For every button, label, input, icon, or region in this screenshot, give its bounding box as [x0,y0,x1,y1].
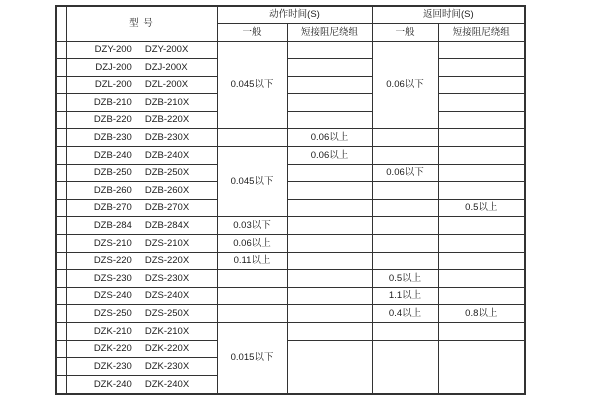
model-standard: DZB-270 [93,202,132,214]
model-cell [66,305,217,323]
return-general-cell [372,252,438,270]
cropped-left-margin-cell [56,164,66,182]
return-damping-cell [438,147,525,165]
return-damping-cell: 0.5以上 [438,199,525,217]
cropped-left-margin-cell [56,129,66,147]
action-general-cell [217,129,287,147]
model-standard: DZS-240 [93,290,132,302]
action-damping-cell [287,94,372,112]
model-cell [66,323,217,341]
model-cell [66,340,217,358]
action-general-cell: 0.045以下 [217,147,287,217]
model-cell [66,129,217,147]
model-standard: DZS-210 [93,237,132,249]
table-row [56,199,525,217]
model-standard: DZB-260 [93,184,132,196]
return-general-cell [372,323,438,341]
return-damping-cell [438,252,525,270]
model-standard: DZJ-200 [95,61,132,73]
model-x-variant: DZB-220X [144,114,190,126]
cropped-left-margin-cell [56,270,66,288]
cropped-left-margin-cell [56,111,66,129]
model-x-variant: DZJ-200X [144,61,188,73]
model-x-variant: DZB-284X [144,219,190,231]
spec-table-wrapper [55,5,526,395]
return-damping-cell [438,164,525,182]
action-damping-cell [287,76,372,94]
return-general-cell: 0.06以下 [372,41,438,129]
model-standard: DZB-284 [93,219,132,231]
cropped-left-margin-cell [56,375,66,394]
action-general-cell: 0.06以上 [217,235,287,253]
cropped-left-margin-cell [56,182,66,200]
cropped-left-margin-cell [56,147,66,165]
model-x-variant: DZS-230X [144,272,190,284]
action-damping-cell [287,164,372,182]
table-row [56,129,525,147]
cropped-left-margin-cell [56,340,66,358]
action-damping-cell [287,235,372,253]
header-return-general: 一般 [372,24,438,42]
return-damping-cell [438,235,525,253]
model-standard: DZS-220 [93,255,132,267]
model-x-variant: DZK-240X [144,378,190,390]
return-damping-cell: 0.8以上 [438,305,525,323]
return-general-cell [372,147,438,165]
table-row [56,252,525,270]
table-row [56,94,525,112]
model-cell [66,358,217,376]
header-return-damping: 短接阻尼绕组 [438,24,525,42]
return-damping-cell [438,270,525,288]
model-standard: DZB-240 [93,149,132,161]
action-damping-cell [287,270,372,288]
cropped-left-margin-cell [56,217,66,235]
table-row [56,41,525,59]
header-return-time: 返回时间(S) [372,6,525,24]
return-general-cell [372,340,438,394]
table-row [56,76,525,94]
model-standard: DZB-220 [93,114,132,126]
model-cell [66,375,217,394]
model-standard: DZB-210 [93,96,132,108]
model-x-variant: DZS-210X [144,237,190,249]
model-x-variant: DZB-230X [144,132,190,144]
action-general-cell [217,287,287,305]
table-row [56,270,525,288]
return-damping-cell [438,41,525,59]
cropped-left-margin-cell [56,305,66,323]
model-cell [66,217,217,235]
return-damping-cell [438,111,525,129]
header-row-1 [56,6,525,24]
model-standard: DZS-250 [93,307,132,319]
cropped-left-margin-cell [56,358,66,376]
model-x-variant: DZB-210X [144,96,190,108]
table-row [56,323,525,341]
header-action-general: 一般 [217,24,287,42]
cropped-left-margin-cell [56,252,66,270]
table-header [56,6,525,41]
model-cell [66,199,217,217]
model-cell [66,59,217,77]
header-action-damping: 短接阻尼绕组 [287,24,372,42]
model-x-variant: DZY-200X [144,44,189,56]
return-general-cell: 0.5以上 [372,270,438,288]
action-general-cell: 0.015以下 [217,323,287,395]
model-cell [66,182,217,200]
model-standard: DZS-230 [93,272,132,284]
model-cell [66,287,217,305]
action-damping-cell [287,323,372,341]
model-standard: DZY-200 [94,44,132,56]
return-damping-cell [438,287,525,305]
return-damping-cell [438,217,525,235]
cropped-left-margin-cell [56,41,66,59]
action-damping-cell: 0.06以上 [287,129,372,147]
action-damping-cell [287,199,372,217]
cropped-left-margin-cell [56,6,66,41]
model-cell [66,270,217,288]
model-standard: DZK-240 [93,378,132,390]
cropped-left-margin-cell [56,323,66,341]
model-standard: DZK-210 [93,325,132,337]
table-row [56,59,525,77]
header-action-time: 动作时间(S) [217,6,372,24]
model-x-variant: DZS-240X [144,290,190,302]
model-x-variant: DZS-250X [144,307,190,319]
return-general-cell: 1.1以上 [372,287,438,305]
model-x-variant: DZB-260X [144,184,190,196]
table-row [56,235,525,253]
cropped-left-margin-cell [56,199,66,217]
cropped-left-margin-cell [56,76,66,94]
return-general-cell [372,129,438,147]
header-model: 型 号 [66,6,217,41]
model-standard: DZB-250 [93,167,132,179]
return-general-cell [372,199,438,217]
model-x-variant: DZK-230X [144,360,190,372]
model-cell [66,94,217,112]
return-damping-cell [438,182,525,200]
action-general-cell [217,270,287,288]
table-row [56,340,525,358]
model-cell [66,164,217,182]
relay-spec-table [55,5,526,395]
return-general-cell: 0.06以下 [372,164,438,182]
model-x-variant: DZL-200X [144,79,189,91]
table-row [56,147,525,165]
return-damping-cell [438,340,525,394]
return-damping-cell [438,129,525,147]
action-damping-cell: 0.06以上 [287,147,372,165]
model-x-variant: DZK-210X [144,325,190,337]
cropped-left-margin-cell [56,235,66,253]
model-cell [66,41,217,59]
return-general-cell [372,182,438,200]
action-damping-cell [287,217,372,235]
table-row [56,217,525,235]
return-damping-cell [438,76,525,94]
action-damping-cell [287,41,372,59]
return-damping-cell [438,59,525,77]
action-damping-cell [287,305,372,323]
model-standard: DZK-230 [93,360,132,372]
model-cell [66,76,217,94]
action-general-cell: 0.03以下 [217,217,287,235]
table-body [56,41,525,394]
action-general-cell: 0.045以下 [217,41,287,129]
return-damping-cell [438,323,525,341]
table-row [56,164,525,182]
table-row [56,305,525,323]
return-general-cell [372,235,438,253]
return-general-cell [372,217,438,235]
model-cell [66,147,217,165]
action-general-cell [217,305,287,323]
model-x-variant: DZB-250X [144,167,190,179]
table-row [56,111,525,129]
action-damping-cell [287,340,372,394]
model-standard: DZL-200 [94,79,132,91]
model-x-variant: DZS-220X [144,255,190,267]
model-cell [66,235,217,253]
cropped-left-margin-cell [56,59,66,77]
cropped-left-margin-cell [56,287,66,305]
model-x-variant: DZB-240X [144,149,190,161]
action-damping-cell [287,59,372,77]
action-damping-cell [287,111,372,129]
table-row [56,182,525,200]
return-general-cell: 0.4以上 [372,305,438,323]
table-row [56,287,525,305]
action-damping-cell [287,287,372,305]
action-general-cell: 0.11以上 [217,252,287,270]
return-damping-cell [438,94,525,112]
action-damping-cell [287,252,372,270]
model-x-variant: DZB-270X [144,202,190,214]
model-x-variant: DZK-220X [144,343,190,355]
model-cell [66,252,217,270]
model-standard: DZK-220 [93,343,132,355]
cropped-left-margin-cell [56,94,66,112]
action-damping-cell [287,182,372,200]
model-standard: DZB-230 [93,132,132,144]
model-cell [66,111,217,129]
